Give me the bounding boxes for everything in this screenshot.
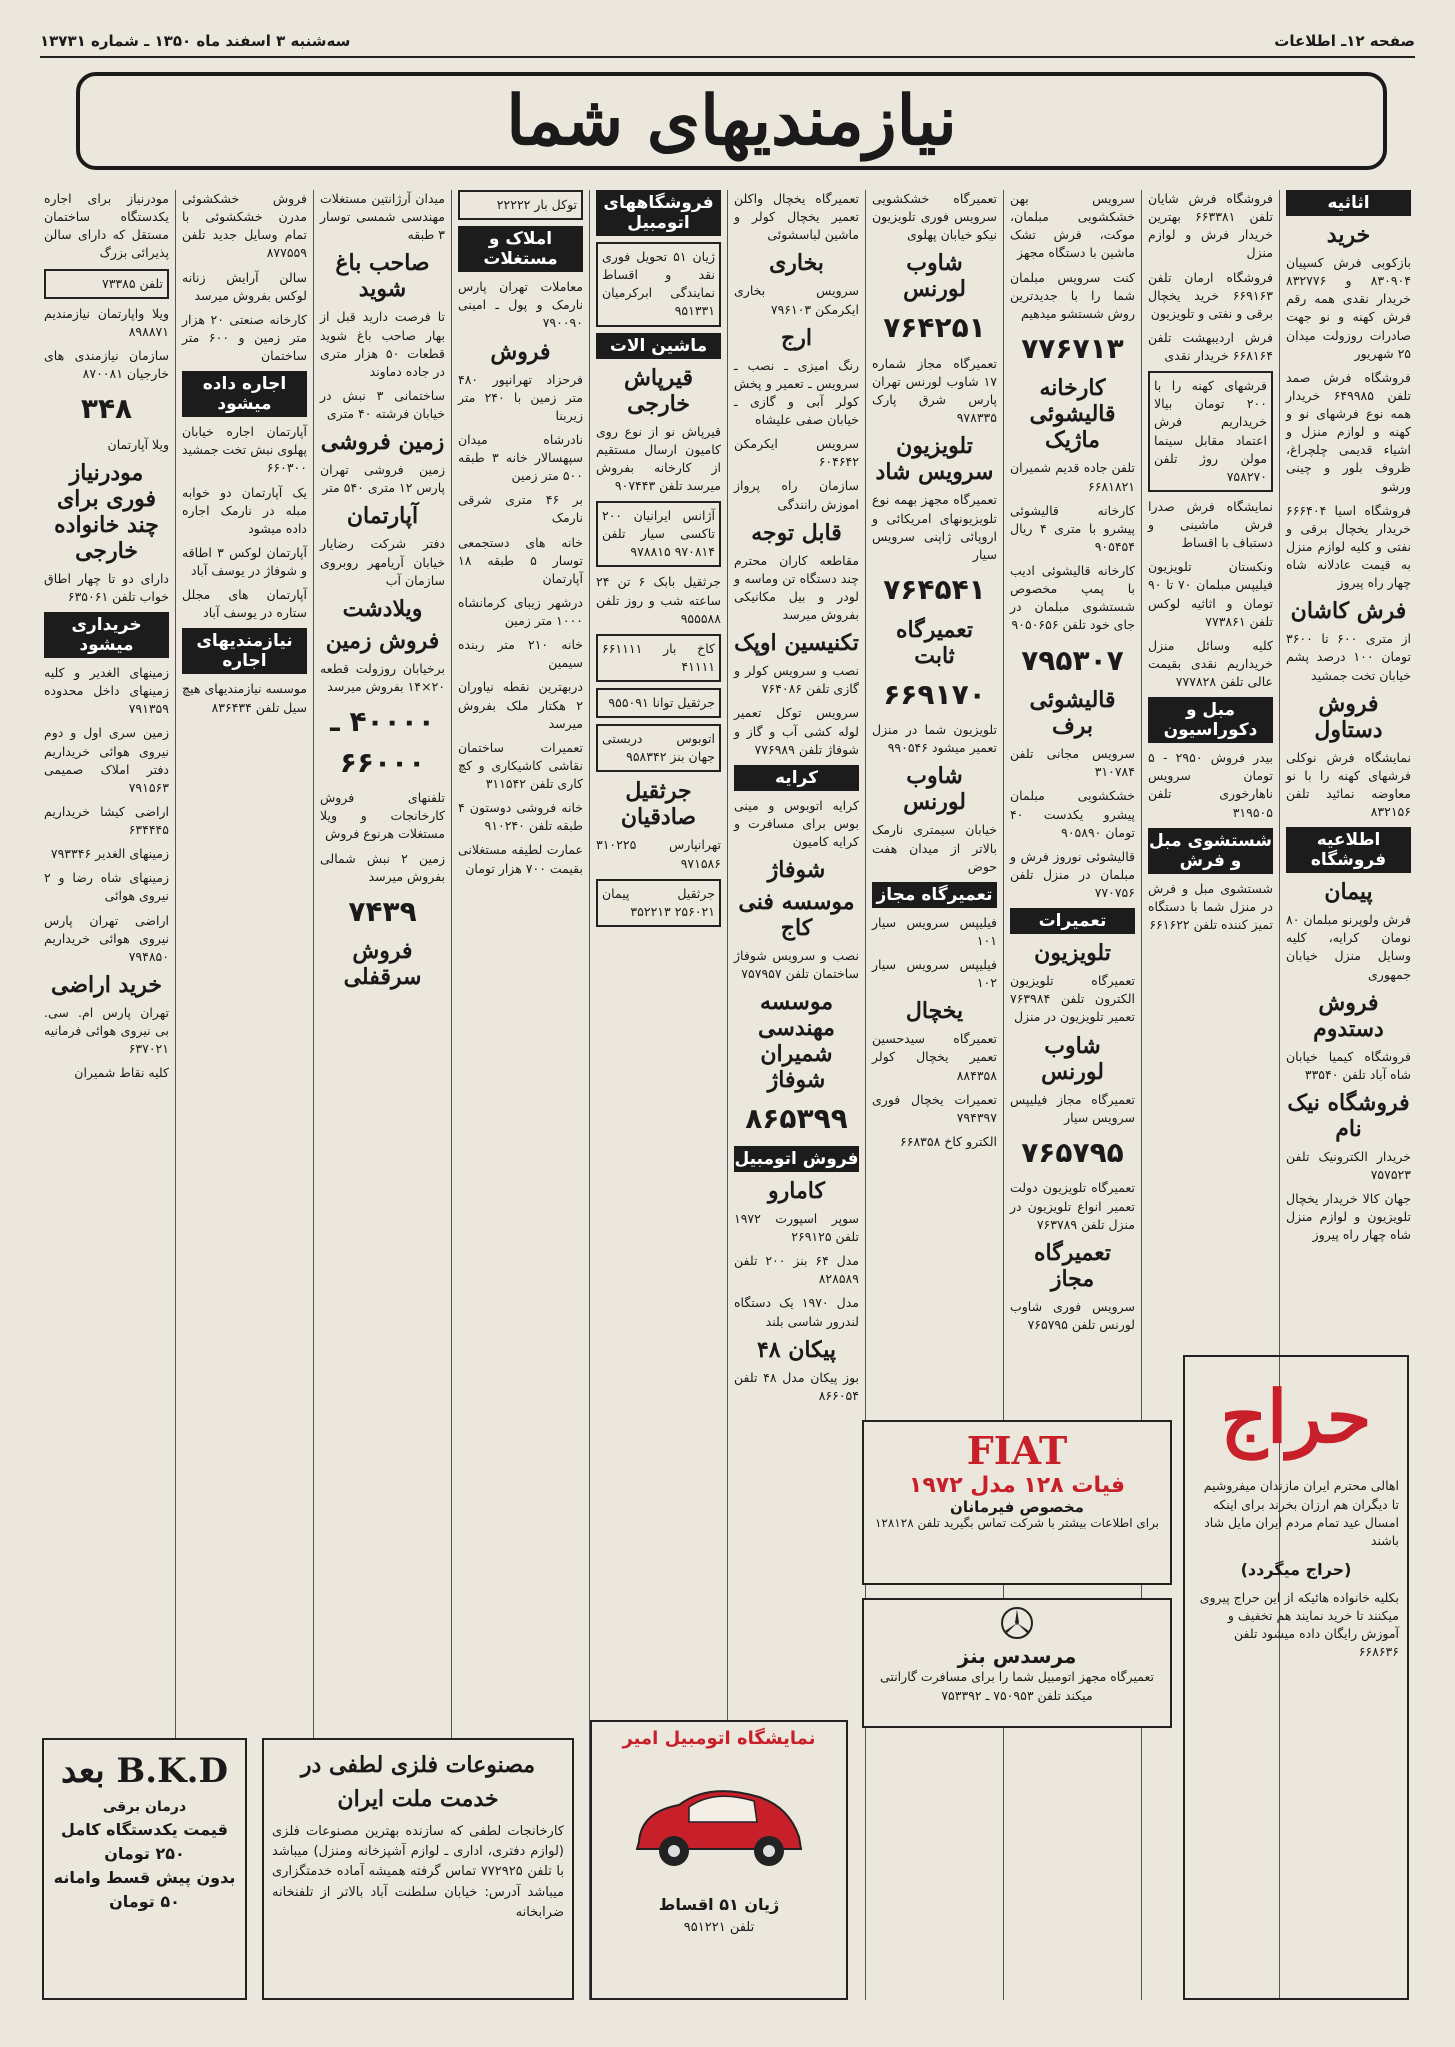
ad-item: خرید: [1326, 222, 1371, 248]
ad-item: فروشگاه ارمان تلفن ۶۶۹۱۶۳ خرید یخچال برقی و نفتی و تلویزیون: [1148, 269, 1273, 321]
ad-item: موسسه نیازمندیهای هیچ سیل تلفن ۸۳۶۴۳۴: [182, 681, 307, 715]
haraj-body-2: بکلیه خانواده هائیکه از این حراج پیروی میکنند تا خرید نمایند هم تخفیف و آموزش رایگان داده میشود تلفن ۶۶۸۶۳۶: [1199, 1590, 1399, 1660]
ad-item: ۷۴۳۹: [348, 894, 417, 928]
ad-item: خانه ۲۱۰ متر ربنده سیمین: [458, 637, 583, 671]
haraj-title: حراج: [1220, 1374, 1372, 1459]
ad-item: قیرپاش نو از نوع روی کامیون ارسال مستقیم از کارخانه بفروش میرسد تلفن ۹۰۷۴۴۳: [596, 423, 721, 493]
ad-item: ۶۶۹۱۷۰: [883, 677, 986, 711]
ad-item: فیلیپس سرویس سیار ۱۰۱: [872, 914, 997, 948]
ad-item: شاوب لورنس: [903, 763, 966, 816]
ad-item: تعمیرگاه مجاز فیلیپس سرویس سیار: [1010, 1091, 1135, 1125]
ad-item: اراضی تهران پارس نیروی هوائی خریداریم ۷۹۴۸۵۰: [44, 912, 169, 964]
ad-item: کلیه وسائل منزل خریداریم نقدی بقیمت عالی تلفن ۷۷۷۸۲۸: [1148, 637, 1273, 689]
ad-item: نمایشگاه فرش نوکلی فرشهای کهنه را با نو معاوضه نمائید تلفن ۸۳۲۱۵۶: [1286, 749, 1411, 819]
ad-item: فروشگاه کیمیا خیابان شاه آباد تلفن ۳۳۵۴۰: [1286, 1048, 1411, 1082]
ad-item: قابل توجه: [751, 519, 842, 546]
fiat-subtitle: مخصوص فیرمانان: [950, 1498, 1084, 1516]
ad-item: زمین فروشی تهران پارس ۱۲ متری ۵۴۰ متر: [320, 462, 445, 496]
lotfi-ad: [262, 1738, 574, 2000]
ad-item: تعمیرگاه تلویزیون الکترون تلفن ۷۶۳۹۸۴ تعمیر تلویزیون در منزل: [1010, 973, 1135, 1025]
ad-item: نیازمندیهای اجاره: [182, 628, 307, 674]
ad-item: فروش سرقفلی: [343, 938, 422, 991]
ad-item: آپارتمان: [346, 503, 419, 530]
ad-item: تعمیرگاه یخچال واکلن تعمیر یخچال کولر و ماشین لباسشوئی: [734, 191, 859, 243]
ad-item: قالیشوئی برف: [1029, 687, 1116, 740]
ad-item: آپارتمان های مجلل ستاره در یوسف آباد: [182, 587, 307, 621]
ad-item: تعمیرگاه ثابت: [896, 616, 973, 669]
issue-date: سه‌شنبه ۳ اسفند ماه ۱۳۵۰ ـ شماره ۱۳۷۳۱: [40, 32, 351, 50]
ad-item: اجاره داده میشود: [182, 371, 307, 417]
column-10: [38, 190, 175, 2000]
ad-item: تعمیرگاه مجهز بهمه نوع تلویزیونهای امریکائی و اروپائی ژاپنی سرویس سیار: [872, 492, 997, 562]
ad-item: توکل بار ۲۲۲۲۲: [458, 190, 583, 220]
ad-item: نصب و سرویس کولر و گازی تلفن ۷۶۴۰۸۶: [734, 663, 859, 697]
ad-item: فرحزاد تهرانپور ۴۸۰ متر زمین با ۲۴۰ متر زیربنا: [458, 371, 584, 423]
ad-item: فروشگاه فرش شایان تلفن ۶۶۳۳۸۱ بهترین خریدار فرش و لوازم منزل: [1148, 191, 1273, 261]
ad-item: ۷۷۶۷۱۳: [1021, 331, 1124, 365]
ad-item: ویلادشت: [342, 595, 423, 622]
ad-item: فیلیپس سرویس سیار ۱۰۲: [872, 957, 997, 991]
ad-item: یک آپارتمان دو خوابه مبله در نارمک اجاره داده میشود: [182, 484, 307, 536]
lotfi-body: کارخانجات لطفی که سازنده بهترین مصنوعات فلزی (لوازم دفتری، اداری ـ لوازم آشپزخانه ومنزل) میباشد با تلفن ۷۷۲۹۲۵ تماس گرفته همیشه آماده خدمتگزاری میباشد آدرس: خیابان سلطنت آباد بالاتر از تلفنخانه ضرابخانه: [272, 1824, 564, 1920]
ad-item: املاک و مستغلات: [458, 226, 583, 272]
ad-item: عمارت لطیفه مستغلانی بقیمت ۷۰۰ هزار تومان: [458, 842, 583, 876]
ad-item: شوفاژ: [767, 857, 826, 884]
ad-item: پیمان: [1324, 879, 1373, 906]
ad-item: زمین فروشی: [320, 429, 445, 456]
fiat-logo: FIAT: [966, 1428, 1068, 1473]
ad-item: ماشین الات: [596, 333, 721, 359]
car-illustration-icon: [598, 1757, 840, 1887]
ad-item: فروشگاههای اتومبیل: [596, 190, 721, 236]
page-header: [40, 26, 1415, 58]
ad-item: ارج: [781, 324, 812, 351]
ad-item: رنگ امیزی ـ نصب ـ سرویس ـ تعمیر و پخش کولر آبی و گازی ـ خیابان صفی علیشاه: [734, 357, 859, 427]
section-banner: نیازمندیهای شما: [76, 72, 1387, 170]
bkd-line: قیمت یکدستگاه کامل ۲۵۰ تومان: [61, 1820, 228, 1863]
ad-item: فروش دستاول: [1314, 690, 1383, 743]
ad-item: ویلا واپارتمان نیازمندیم ۸۹۸۸۷۱: [44, 305, 169, 339]
ad-item: اطلاعیه فروشگاه: [1286, 827, 1411, 873]
ad-item: برخیابان روزولت قطعه ۲۰×۱۴ بفروش میرسد: [320, 660, 445, 694]
ad-item: آژانس ایرانیان ۲۰۰ تاکسی سیار تلفن ۹۷۰۸۱۴ ۹۷۸۸۱۵: [596, 501, 721, 567]
ad-item: خانه های دستجمعی توسار ۵ طبقه ۱۸ آپارتمان: [458, 534, 583, 586]
ad-item: فروشگاه فرش صمد تلفن ۶۴۹۹۸۵ خریدار همه نوع فرشهای نو و کهنه و لوازم منزل و اشیاء قدیمی چلچراغ، ظروف بلور و چینی ورشو: [1286, 369, 1411, 494]
column-4: [865, 190, 1003, 2000]
ad-item: زمین ۲ نبش شمالی بفروش میرسد: [320, 850, 446, 884]
ad-item: خیابان سیمتری نارمک بالاتر از میدان هفت حوض: [872, 822, 997, 874]
ad-item: تعمیرگاه سیدحسین تعمیر یخچال کولر ۸۸۴۳۵۸: [872, 1031, 997, 1083]
ad-item: ۷۶۵۷۹۵: [1021, 1135, 1124, 1169]
haraj-body: اهالی محترم ایران مازندان میفروشیم تا دیگران هم ارزان بخرند برای اینکه امسال عید تمام مردم ایران مایل شاد باشند: [1203, 1478, 1399, 1548]
haraj-subtitle: (حراج میگردد): [1240, 1559, 1352, 1579]
ad-item: سرویس بهن خشکشویی مبلمان، موکت، فرش تشک ماشین با دستگاه مجهز: [1010, 191, 1135, 261]
ad-item: کارخانه صنعتی ۲۰ هزار متر زمین و ۶۰۰ متر ساختمان: [182, 311, 308, 363]
bkd-ad: [42, 1738, 247, 2000]
ad-item: تلفن جاده قدیم شمیران ۶۶۸۱۸۲۱: [1010, 460, 1135, 494]
ad-item: جرثقیل پیمان ۲۵۶۰۲۱ ۳۵۲۲۱۳: [596, 879, 721, 927]
ad-item: بیدر فروش ۲۹۵۰ - ۵ تومان سرویس ناهارخوری تلفن ۳۱۹۵۰۵: [1148, 750, 1273, 820]
ad-item: تهران پارس ام. سی. بی نیروی هوائی فرمانیه ۶۳۷۰۲۱: [44, 1004, 169, 1057]
ad-item: بر ۴۶ متری شرقی نارمک: [458, 492, 583, 526]
ad-item: یخچال: [905, 998, 964, 1025]
ad-item: آپارتمان لوکس ۳ اطاقه و شوفاژ در یوسف آباد: [182, 544, 307, 578]
ad-item: تعمیرگاه مجاز شماره ۱۷ شاوب لورنس تهران پارس شرق پارک ۹۷۸۳۳۵: [872, 355, 997, 426]
ad-item: تعمیرات ساختمان نقاشی کاشیکاری و کچ کاری تلفن ۳۱۱۵۴۲: [458, 739, 583, 791]
ad-item: ویلا آپارتمان: [107, 436, 169, 452]
ad-item: زمینهای الغدیر و کلیه زمینهای داخل محدوده ۷۹۱۳۵۹: [44, 665, 169, 717]
ad-item: فروش خشکشوئی مدرن خشکشوئی با تمام وسایل جدید تلفن ۸۷۷۵۵۹: [182, 191, 307, 261]
ad-item: مبل و دکوراسیون: [1148, 697, 1273, 743]
ad-item: شستشوی مبل و فرش: [1148, 828, 1273, 874]
ad-item: تعمیرات یخچال فوری ۷۹۴۳۹۷: [872, 1091, 997, 1125]
ad-item: تا فرصت دارید قبل از بهار صاحب باغ شوید قطعات ۵۰ هزار متری در جاده دماوند: [320, 309, 446, 379]
ad-item: شاوب لورنس: [1041, 1032, 1104, 1085]
ad-item: مدل ۶۴ بنز ۲۰۰ تلفن ۸۲۸۵۸۹: [734, 1253, 859, 1287]
bkd-line: بدون پیش قسط وامانه ۵۰ تومان: [53, 1868, 236, 1911]
haraj-ad: [1183, 1355, 1409, 2000]
ad-item: مودرنیاز برای اجاره یکدستگاه ساختمان مستقل که دارای سالن پذیرائی بزرگ: [44, 191, 169, 261]
ad-item: تعمیرگاه تلویزیون دولت تعمیر انواع تلویزیون در منزل تلفن ۷۶۳۷۸۹: [1010, 1180, 1135, 1232]
ad-item: خشکشویی مبلمان پیشرو یکدست ۴۰ تومان ۹۰۵۸۹۰: [1010, 788, 1135, 840]
ad-item: سرویس فوری شاوب لورنس تلفن ۷۶۵۷۹۵: [1010, 1298, 1135, 1332]
ad-item: سرویس توکل تعمیر لوله کشی آب و گاز و شوفاژ تلفن ۷۷۶۹۸۹: [734, 705, 859, 757]
ad-item: بازکوبی فرش کسپیان ۸۳۰۹۰۴ و ۸۳۲۷۷۶ خریدار نقدی همه رقم فرش کهنه و نو جهت صادرات روزولت میدان ۲۵ شهریور: [1286, 255, 1411, 361]
ad-item: سوپر اسپورت ۱۹۷۲ تلفن ۲۶۹۱۲۵: [734, 1210, 859, 1245]
ad-item: اراضی کیشا خریداریم ۶۳۴۴۴۵: [44, 803, 169, 838]
ad-item: مودرنیاز فوری برای چند خانواده خارجی: [54, 459, 159, 564]
car-dealer-subtitle: ژیان ۵۱ اقساط: [658, 1895, 780, 1914]
ad-item: شاوب لورنس: [903, 250, 966, 303]
ad-item: فرش ولوپرنو مبلمان ۸۰ نومان کرایه، کلیه وسایل منزل خیابان جمهوری: [1286, 912, 1411, 982]
ad-item: ۷۹۵۳۰۷: [1021, 643, 1124, 677]
ad-item: کارخانه قالیشوئی ماژیک: [1029, 375, 1116, 454]
lotfi-title: مصنوعات فلزی لطفی در خدمت ملت ایران: [300, 1752, 536, 1813]
ad-item: قالیشوئی نوروز فرش و مبلمان در منزل تلفن ۷۷۰۷۵۶: [1010, 848, 1135, 901]
fiat-text: برای اطلاعات بیشتر با شرکت تماس بگیرید تلفن ۱۲۸۱۲۸: [874, 1516, 1160, 1530]
ad-item: ونکستان تلویزیون فیلیپس مبلمان ۷۰ تا ۹۰ تومان و اثاثیه لوکس تلفن ۷۷۳۸۶۱: [1148, 559, 1273, 629]
ad-item: فروشگاه نیک نام: [1287, 1089, 1410, 1142]
ad-item: تلفنهای فروش کارخانجات و ویلا مستغلات هرنوع فروش: [320, 790, 445, 842]
ad-item: معاملات تهران پارس نارمک و پول ـ امینی ۷۹۰۰۹۰: [458, 279, 583, 331]
ad-item: ۳۴۸: [80, 392, 133, 426]
mercedes-text: تعمیرگاه مجهز اتومبیل شما را برای مسافرت گارانتی میکند تلفن ۷۵۰۹۵۳ ـ ۷۵۳۳۹۲: [880, 1669, 1154, 1703]
ad-item: تلویزیون سرویس شاد: [875, 433, 994, 486]
column-9: [175, 190, 313, 2000]
ad-item: تعمیرگاه مجاز: [1034, 1239, 1111, 1292]
ad-item: ۷۶۴۲۵۱: [883, 311, 986, 345]
ad-item: تعمیرگاه مجاز: [872, 882, 997, 908]
ad-item: بوز پیکان مدل ۴۸ تلفن ۸۶۶۰۵۴: [734, 1369, 859, 1403]
fiat-title: فیات ۱۲۸ مدل ۱۹۷۲: [908, 1473, 1126, 1498]
ad-item: خانه فروشی دوستون ۴ طبقه تلفن ۹۱۰۲۴۰: [458, 800, 583, 834]
ad-item: شستشوی مبل و فرش در منزل شما با دستگاه تمیز کننده تلفن ۶۶۱۶۲۲: [1148, 880, 1273, 932]
car-dealer-phone: تلفن ۹۵۱۲۲۱: [683, 1920, 755, 1935]
ad-item: تعمیرگاه خشکشویی سرویس فوری تلویزیون نیکو خیابان پهلوی: [872, 191, 997, 243]
ad-item: فروشگاه اسیا ۶۶۶۴۰۴ خریدار یخچال برقی و نفتی و کلیه لوازم منزل به قیمت عادلانه شاه چهار راه پیروز: [1286, 502, 1411, 591]
ad-item: جرثقیل صادقیان: [620, 778, 697, 831]
ad-item: سالن آرایش زنانه لوکس بفروش میرسد: [182, 269, 307, 303]
ad-item: خریدار الکترونیک تلفن ۷۵۷۵۲۳: [1286, 1148, 1411, 1182]
ad-item: دارای دو تا چهار اطاق خواب تلفن ۶۳۵۰۶۱: [44, 570, 169, 604]
ad-item: زمینهای الغدیر ۷۹۳۳۴۶: [50, 846, 169, 862]
ad-item: بخاری: [769, 250, 824, 277]
ad-item: سرویس ایکرمکن ۶۰۴۶۴۲: [734, 436, 859, 470]
ad-item: سرویس مجانی تلفن ۳۱۰۷۸۴: [1010, 746, 1135, 780]
ad-item: سازمان راه پرواز اموزش رانندگی: [734, 478, 859, 512]
mercedes-title: مرسدس بنز: [957, 1644, 1077, 1668]
ad-item: تهرانپارس ۳۱۰۲۲۵ ۹۷۱۵۸۶: [596, 837, 721, 871]
ad-item: زمین سری اول و دوم نیروی هوائی خریداریم دفتر املاک صمیمی ۷۹۱۵۶۳: [44, 725, 169, 795]
column-8: [313, 190, 451, 2000]
ad-item: خرید اراضی: [51, 971, 162, 998]
ad-item: نادرشاه میدان سپهسالار خانه ۳ طبقه ۵۰۰ متر زمین: [458, 431, 583, 484]
ad-item: سرویس بخاری ایکرمکن ۷۹۶۱۰۳: [734, 283, 859, 317]
ad-item: جرثقیل بابک ۶ تن ۲۴ ساعته شب و روز تلفن ۹۵۵۵۸۸: [596, 574, 721, 626]
ad-item: آپارتمان اجاره خیابان پهلوی نبش تخت جمشید ۶۶۰۳۰۰: [182, 424, 307, 476]
ad-item: مقاطعه کاران محترم چند دستگاه تن وماسه و لودر و بیل مکانیکی بفروش میرسد: [734, 552, 859, 622]
ad-item: کلیه نقاط شمیران: [74, 1065, 169, 1081]
ad-item: از متری ۶۰۰ تا ۳۶۰۰ تومان ۱۰۰ درصد پشم خیابان تخت جمشید: [1286, 631, 1412, 683]
ad-item: کنت سرویس مبلمان شما را با جدیدترین روش شستشو میدهیم: [1010, 269, 1135, 321]
ad-item: تعمیرات: [1010, 908, 1135, 934]
ad-item: اثاثیه: [1286, 190, 1411, 216]
ad-item: ژیان ۵۱ تحویل فوری نقد و اقساط نمایندگی ابرکرمیان ۹۵۱۳۳۱: [596, 242, 721, 327]
fiat-ad: [862, 1420, 1172, 1585]
column-7: [451, 190, 589, 2000]
ad-item: نصب و سرویس شوفاژ ساختمان تلفن ۷۵۷۹۵۷: [734, 948, 859, 982]
ad-item: فروش دستدوم: [1313, 989, 1384, 1042]
ad-item: فروش: [490, 338, 551, 365]
ad-item: کاخ بار ۶۶۱۱۱۱ ۴۱۱۱۱: [596, 634, 721, 682]
ad-item: میدان آرژانتین مستغلات مهندسی شمسی توسار ۳ طبقه: [320, 191, 445, 243]
ad-item: جرثقیل توانا ۹۵۵۰۹۱: [596, 688, 721, 718]
ad-item: موسسه فنی کاج: [738, 889, 855, 942]
mercedes-ad: [862, 1598, 1172, 1728]
ad-item: ۴۰۰۰۰ ـ ۶۶۰۰۰: [330, 705, 435, 779]
ad-item: کارخانه قالیشوئی پیشرو با متری ۴ ریال ۹۰۵۴۵۴: [1010, 502, 1135, 554]
ad-item: الکترو کاخ ۶۶۸۳۵۸: [900, 1133, 997, 1149]
ad-item: ۷۶۴۵۴۱: [883, 572, 986, 606]
ad-item: دربهترین نقطه نیاوران ۲ هکتار ملک بفروش میرسد: [458, 679, 583, 731]
column-3: [1003, 190, 1141, 2000]
ad-item: زمینهای شاه رضا و ۲ نیروی هوائی: [44, 870, 169, 904]
ad-item: تلویزیون شما در منزل تعمیر میشود ۹۹۰۵۴۶: [872, 722, 997, 756]
ad-item: فرش اردیبهشت تلفن ۶۶۸۱۶۴ خریدار نقدی: [1148, 329, 1273, 363]
ad-item: درشهر زیبای کرمانشاه ۱۰۰۰ متر زمین: [458, 594, 583, 628]
car-dealer-title: نمایشگاه اتومبیل امیر: [622, 1728, 816, 1749]
bkd-line: درمان برقی: [102, 1799, 187, 1815]
ad-item: صاحب باغ شوید: [335, 250, 430, 303]
ad-item: سازمان نیازمندی های خارجیان ۸۷۰۰۸۱: [44, 347, 169, 381]
ad-item: تلفن ۷۳۳۸۵: [44, 269, 169, 299]
ad-item: تکنیسین اوپک: [734, 630, 859, 657]
ad-item: ۸۶۵۳۹۹: [745, 1102, 848, 1136]
ad-item: کرایه: [734, 765, 859, 791]
ad-item: فرش کاشان: [1290, 598, 1407, 625]
bkd-brand: B.K.D بعد: [60, 1751, 228, 1791]
ad-item: ساختمانی ۳ نبش در خیابان فرشته ۴۰ متری: [320, 387, 445, 421]
ad-item: قیرپاش خارجی: [624, 364, 693, 417]
mercedes-star-icon: [870, 1606, 1164, 1644]
ad-item: اتوبوس دربستی جهان بنز ۹۵۸۳۴۲: [596, 724, 721, 772]
ad-item: فروش زمین: [325, 627, 440, 654]
ad-item: جهان کالا خریدار یخچال تلویزیون و لوازم منزل شاه چهار راه پیروز: [1286, 1191, 1411, 1243]
ad-item: تلویزیون: [1034, 940, 1111, 967]
ad-item: فروش اتومبیل: [734, 1146, 859, 1172]
ad-item: پیکان ۴۸: [756, 1336, 837, 1363]
ad-item: فرشهای کهنه را با ۲۰۰ تومان بیالا خریداریم فرش اعتماد مقابل سینما مولن روژ تلفن ۷۵۸۲۷۰: [1148, 371, 1273, 492]
ad-item: کارخانه قالیشوئی ادیب با پمپ مخصوص شستشوی مبلمان در جای خود تلفن ۹۰۵۰۶۵۶: [1010, 563, 1135, 633]
ad-item: کرایه اتوبوس و مینی بوس برای مسافرت و کرایه کامیون: [734, 797, 859, 849]
ad-item: دفتر شرکت رضایار خیابان آریامهر روبروی سازمان آب: [320, 536, 445, 588]
ad-item: نمایشگاه فرش صدرا فرش ماشینی و دستباف با اقساط: [1148, 498, 1273, 551]
ad-item: خریداری میشود: [44, 612, 169, 658]
ad-item: کامارو: [768, 1177, 825, 1204]
ad-item: مدل ۱۹۷۰ یک دستگاه لندرور شاسی بلند: [734, 1295, 859, 1329]
page-label: صفحه ۱۲ـ اطلاعات: [1274, 32, 1415, 50]
ad-item: موسسه مهندسی شمیران شوفاژ: [758, 989, 835, 1094]
car-dealer-ad: [590, 1720, 848, 2000]
